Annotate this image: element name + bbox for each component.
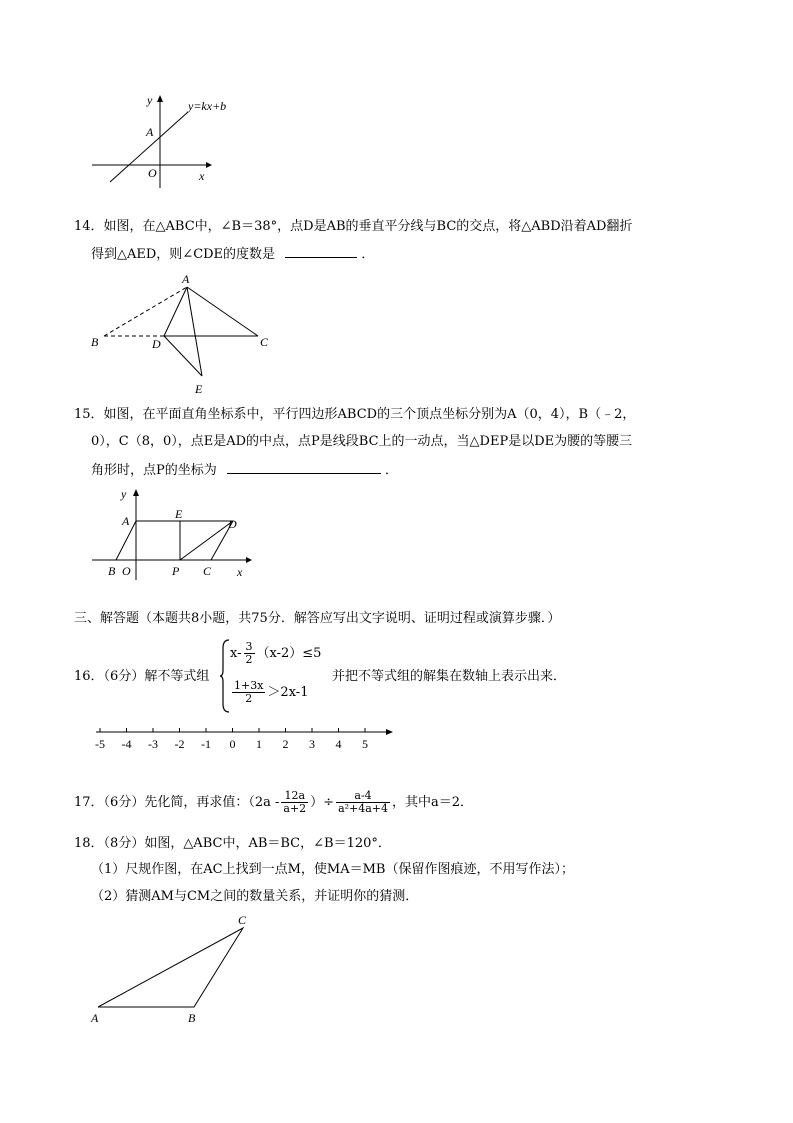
number-line-tick-label: 4 (335, 737, 342, 751)
segment-ac (187, 287, 258, 336)
x-axis-arrow (246, 557, 252, 563)
segment-ad (164, 287, 187, 336)
number-line-tick-label: 0 (229, 737, 236, 751)
q15-line3-end: ． (385, 463, 399, 478)
q15-line1: 15．如图，在平面直角坐标系中，平行四边形ABCD的三个顶点坐标分别为A（0，4），B（﹣2， (74, 407, 636, 422)
point-p-label: P (172, 564, 180, 578)
fraction-12a-over-a-plus-2 (281, 790, 308, 815)
figure-obtuse-triangle (86, 908, 266, 1032)
number-line-tick-label: -3 (148, 737, 158, 751)
q16-inequality-2 (230, 680, 308, 705)
point-d-label: D (228, 517, 237, 531)
q16-prefix: 16．（6分）解不等式组 (74, 669, 210, 684)
fraction-denominator: 2 (245, 653, 253, 666)
point-c-label: C (260, 335, 269, 349)
q17-suffix: ，其中a＝2． (392, 795, 474, 810)
number-line (92, 722, 402, 756)
triangle-abc (98, 928, 243, 1007)
number-line-tick-label: 2 (282, 737, 289, 751)
point-e-label: E (195, 382, 203, 396)
point-c-label: C (203, 564, 212, 578)
y-axis-arrow (133, 489, 139, 496)
q15-answer-blank[interactable] (227, 461, 381, 474)
q15-line3-text: 角形时，点P的坐标为 (91, 463, 217, 478)
number-line-tick-label: -2 (174, 737, 185, 751)
segment-pd (180, 521, 233, 560)
segment-ba-dashed (104, 287, 187, 336)
point-b-label: B (108, 564, 116, 578)
number-line-tick-label: 1 (256, 737, 262, 751)
fraction-denominator: 2 (245, 692, 253, 705)
number-line-tick-label: -1 (201, 737, 211, 751)
x-axis-label: x (237, 565, 243, 579)
q16-suffix: 并把不等式组的解集在数轴上表示出来． (332, 669, 567, 684)
point-e-label: E (175, 507, 183, 521)
point-b-label: B (91, 335, 99, 349)
figure-parallelogram-coordinates (88, 484, 268, 584)
point-b-label: B (188, 1011, 196, 1025)
q17-mid: ）÷ (310, 795, 335, 810)
q14-line2 (91, 245, 374, 263)
fraction-numerator: 1+3x (234, 679, 264, 692)
number-line-tick-label: -5 (95, 737, 105, 751)
q14-line2-end: ． (361, 247, 375, 262)
fraction-1-3x-over-2 (232, 680, 265, 705)
ineq1-rhs: （x-2）≤5 (256, 646, 322, 661)
q17-prefix: 17．（6分）先化简，再求值：（2a - (74, 795, 280, 810)
point-a-label: A (122, 514, 130, 528)
point-a-label: A (182, 272, 190, 286)
fraction-numerator: a-4 (336, 790, 390, 803)
q17-line (74, 790, 473, 815)
number-line-tick-label: 5 (362, 737, 368, 751)
q15-line3 (91, 461, 398, 479)
point-a-label: A (146, 125, 154, 139)
ineq1-lhs: x- (230, 646, 242, 661)
q18-line3: （2）猜测AM与CM之间的数量关系，并证明你的猜测． (91, 889, 419, 904)
fraction-denominator: a²+4a+4 (338, 802, 389, 815)
parallelogram-abcd (116, 521, 233, 560)
section-three-heading: 三、解答题（本题共8小题，共75分．解答应写出文字说明、证明过程或演算步骤．） (74, 611, 561, 626)
y-axis-arrow (157, 95, 163, 102)
origin-label: O (148, 166, 157, 180)
x-axis-arrow (206, 162, 212, 168)
q18-line1: 18．（8分）如图，△ABC中，AB＝BC，∠B＝120°． (74, 836, 391, 851)
fraction-denominator: a+2 (283, 802, 307, 815)
origin-label: O (122, 564, 131, 578)
point-a-label: A (91, 1011, 99, 1025)
x-axis-label: x (199, 169, 205, 183)
q16-inequality-1 (230, 641, 321, 666)
line-equation-label: y=kx+b (188, 99, 227, 113)
figure-triangle-fold (86, 268, 286, 398)
y-axis-label: y (121, 487, 127, 501)
number-line-arrow (386, 729, 393, 735)
y-axis-label: y (147, 93, 153, 107)
q14-answer-blank[interactable] (285, 245, 357, 258)
point-c-label: C (238, 913, 247, 927)
q14-line1: 14．如图，在△ABC中，∠B＝38°，点D是AB的垂直平分线与BC的交点，将△ABD沿着AD翻折 (74, 219, 633, 234)
figure-linear-function (88, 90, 258, 190)
fraction-a-minus-4-over-quadratic (336, 790, 390, 815)
number-line-tick-label: -4 (121, 737, 132, 751)
fraction-3-over-2 (244, 641, 255, 666)
q15-line2: 0），C（8，0），点E是AD的中点，点P是线段BC上的一动点，当△DEP是以DE为腰的等腰三 (91, 434, 633, 449)
q18-line2: （1）尺规作图，在AC上找到一点M，使MA＝MB（保留作图痕迹，不用写作法）； (91, 862, 574, 877)
point-d-label: D (152, 337, 161, 351)
fraction-numerator: 12a (281, 790, 308, 803)
number-line-tick-label: 3 (309, 737, 315, 751)
ineq2-rhs: ＞2x-1 (267, 685, 309, 700)
fraction-numerator: 3 (245, 640, 253, 653)
q14-line2-text: 得到△AED，则∠CDE的度数是 (91, 247, 276, 262)
